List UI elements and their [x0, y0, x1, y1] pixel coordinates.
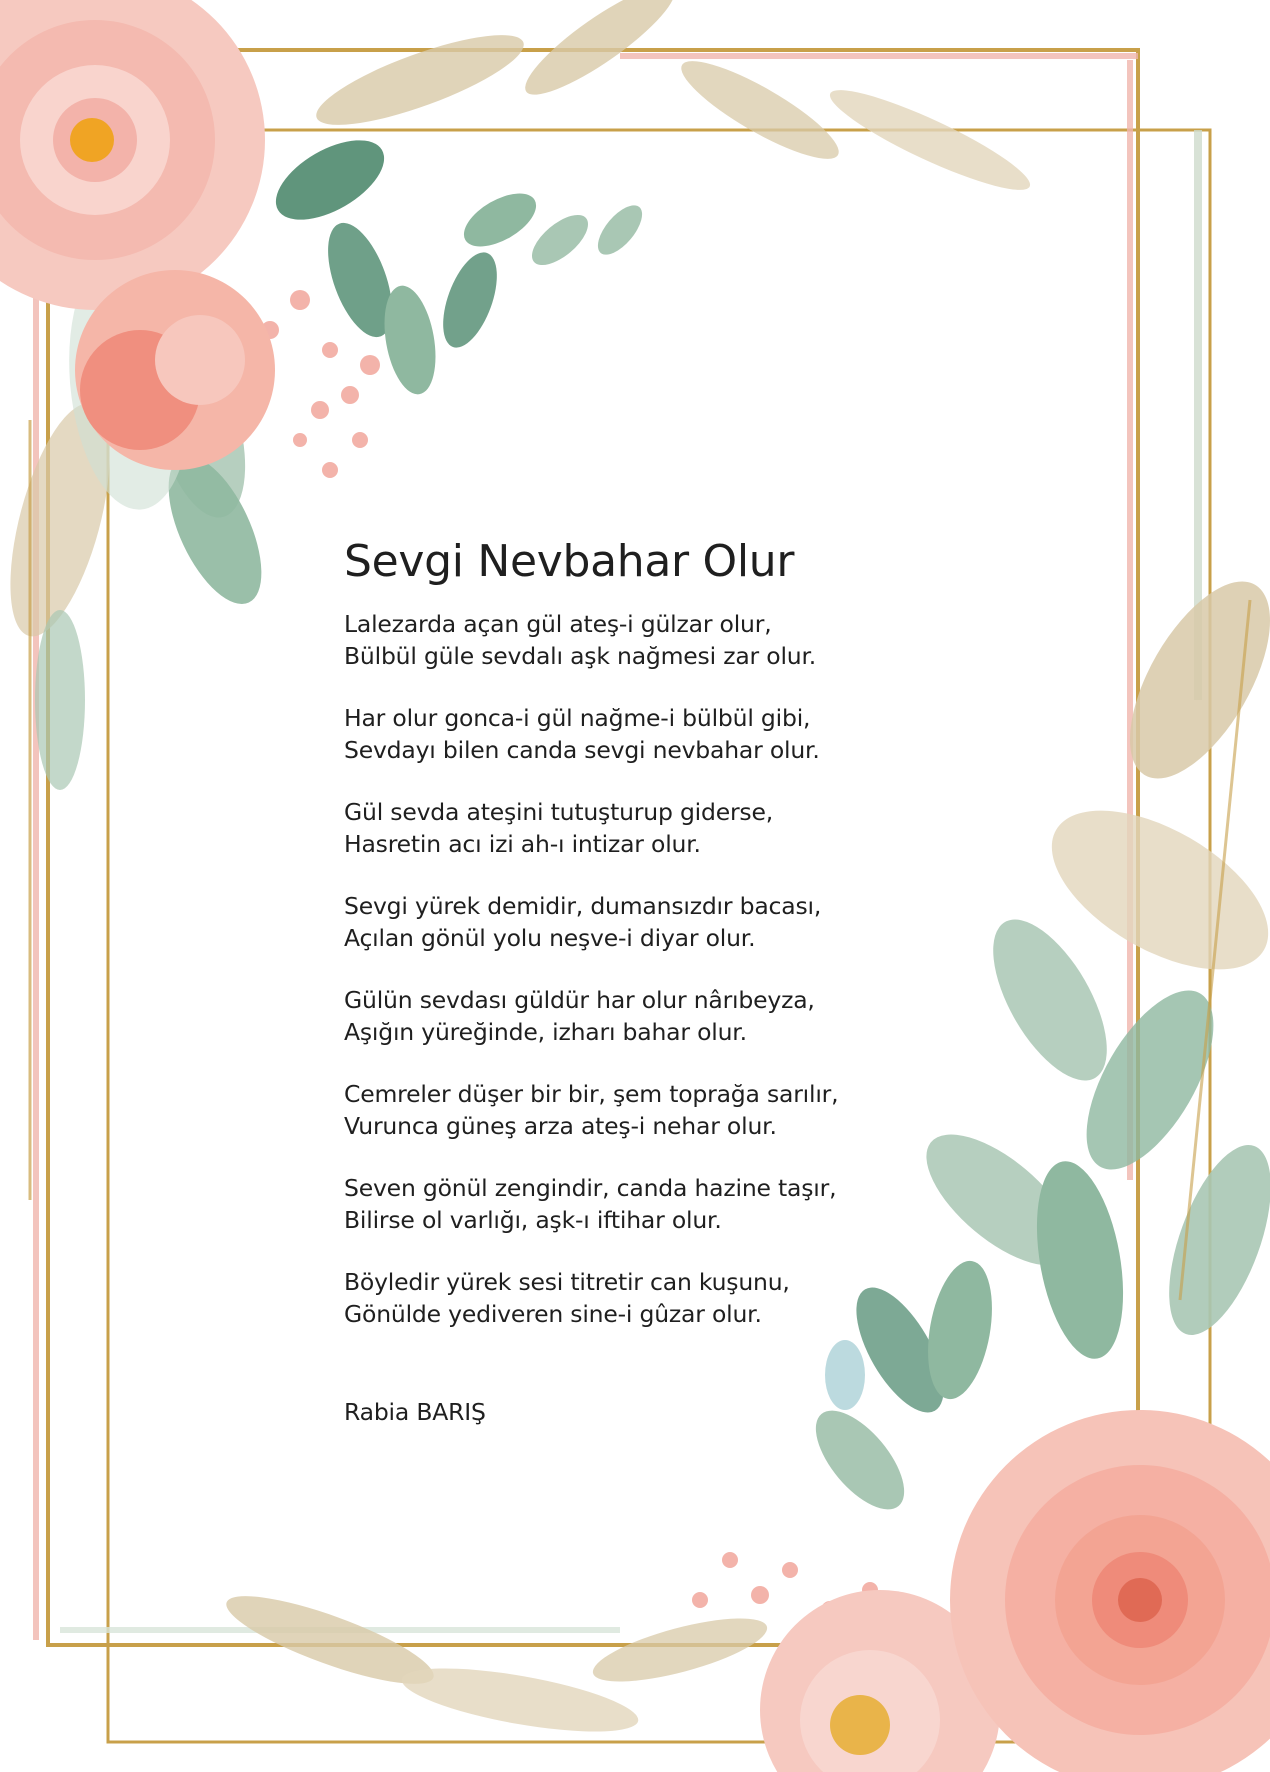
poem	[344, 532, 964, 1428]
poem-author: Rabia BARIŞ	[344, 1398, 486, 1426]
poem-line: Gül sevda ateşini tutuşturup giderse,	[344, 798, 774, 826]
top-left-rose-large	[0, 0, 265, 310]
poem-line: Har olur gonca-i gül nağme-i bülbül gibi,	[344, 704, 811, 732]
poem-line: Gülün sevdası güldür har olur nârıbeyza,	[344, 986, 815, 1014]
poem-stanza	[344, 984, 964, 1048]
poem-line: Açılan gönül yolu neşve-i diyar olur.	[344, 924, 756, 952]
poem-line: Sevgi yürek demidir, dumansızdır bacası,	[344, 892, 822, 920]
poem-line: Bülbül güle sevdalı aşk nağmesi zar olur.	[344, 642, 817, 670]
poem-stanza	[344, 702, 964, 766]
poem-line: Hasretin acı izi ah-ı intizar olur.	[344, 830, 701, 858]
poem-stanza	[344, 608, 964, 672]
poem-line: Vurunca güneş arza ateş-i nehar olur.	[344, 1112, 777, 1140]
bottom-right-rose-large	[950, 1410, 1270, 1772]
poem-stanza	[344, 890, 964, 954]
poem-line: Lalezarda açan gül ateş-i gülzar olur,	[344, 610, 772, 638]
poem-title: Sevgi Nevbahar Olur	[344, 536, 795, 587]
poem-stanzas	[344, 608, 964, 1330]
poem-stanza	[344, 796, 964, 860]
bottom-foliage	[218, 1580, 772, 1745]
poem-line: Cemreler düşer bir bir, şem toprağa sarılır,	[344, 1080, 839, 1108]
poem-line: Bilirse ol varlığı, aşk-ı iftihar olur.	[344, 1206, 722, 1234]
poem-stanza	[344, 1266, 964, 1330]
top-left-rose-small	[75, 270, 275, 470]
poem-line: Seven gönül zengindir, canda hazine taşır,	[344, 1174, 837, 1202]
poem-stanza	[344, 1172, 964, 1236]
poem-line: Gönülde yediveren sine-i gûzar olur.	[344, 1300, 762, 1328]
poem-line: Aşığın yüreğinde, izharı bahar olur.	[344, 1018, 747, 1046]
poem-stanza	[344, 1078, 964, 1142]
poem-line: Sevdayı bilen canda sevgi nevbahar olur.	[344, 736, 820, 764]
poem-line: Böyledir yürek sesi titretir can kuşunu,	[344, 1268, 790, 1296]
